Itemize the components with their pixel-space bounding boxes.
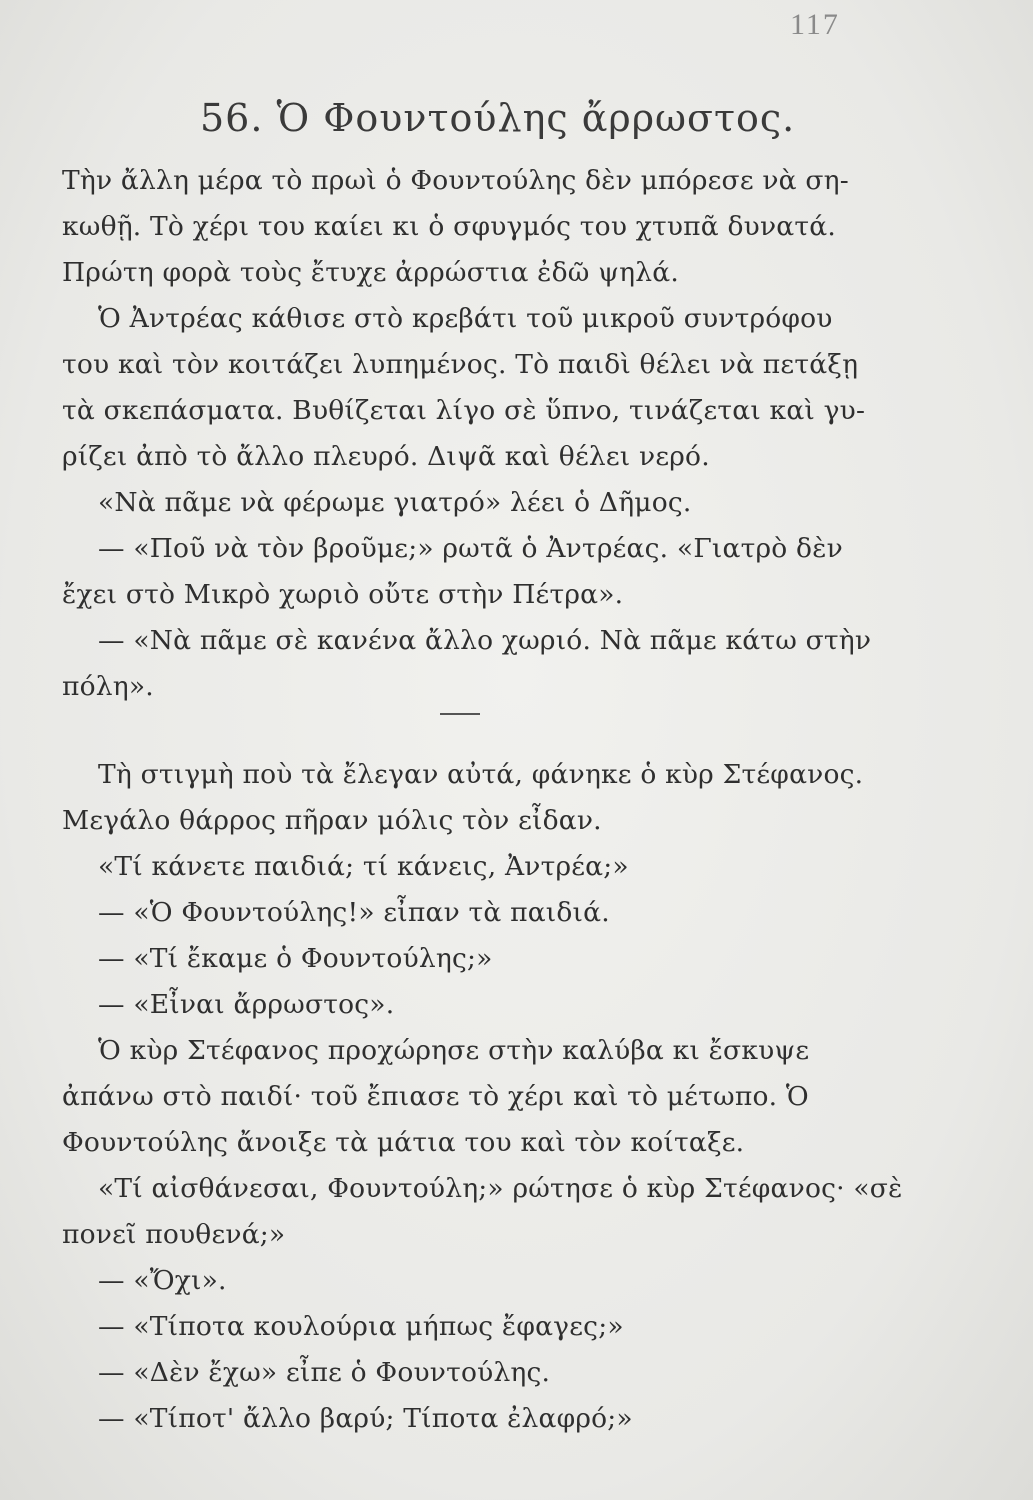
text-line: Μεγάλο θάρρος πῆραν μόλις τὸν εἶδαν. [62,805,602,836]
text-line: «Νὰ πᾶμε νὰ φέρωμε γιατρό» λέει ὁ Δῆμος. [98,487,692,518]
text-line: του καὶ τὸν κοιτάζει λυπημένος. Τὸ παιδὶ θέλει νὰ πετάξῃ [62,349,859,380]
text-line: «Τί αἰσθάνεσαι, Φουντούλη;» ρώτησε ὁ κὺρ Στέφανος· «σὲ [98,1173,903,1204]
page-number: 117 [790,8,840,41]
text-line: — «Τίποτα κουλούρια μήπως ἔφαγες;» [98,1311,624,1342]
text-line: Φουντούλης ἄνοιξε τὰ μάτια του καὶ τὸν κοίταξε. [62,1127,745,1158]
text-line: κωθῇ. Τὸ χέρι του καίει κι ὁ σφυγμός του χτυπᾶ δυνατά. [62,211,836,242]
section-separator [440,713,480,715]
text-line: — «Ποῦ νὰ τὸν βροῦμε;» ρωτᾶ ὁ Ἀντρέας. «Γιατρὸ δὲν [98,533,843,564]
text-line: πονεῖ πουθενά;» [62,1219,286,1250]
chapter-title: 56. Ὁ Φουντούλης ἄρρωστος. [200,96,796,140]
text-section-1 [62,158,882,710]
text-line: — «Τίποτ' ἄλλο βαρύ; Τίποτα ἐλαφρό;» [98,1403,633,1434]
text-line: ρίζει ἀπὸ τὸ ἄλλο πλευρό. Διψᾶ καὶ θέλει νερό. [62,441,710,472]
text-line: Πρώτη φορὰ τοὺς ἔτυχε ἀρρώστια ἐδῶ ψηλά. [62,257,679,288]
text-line: — «Δὲν ἔχω» εἶπε ὁ Φουντούλης. [98,1357,551,1388]
text-line: Ὁ Ἀντρέας κάθισε στὸ κρεβάτι τοῦ μικροῦ συντρόφου [98,303,833,334]
text-line: Τὴν ἄλλη μέρα τὸ πρωὶ ὁ Φουντούλης δὲν μπόρεσε νὰ ση- [62,165,849,196]
text-line: Ὁ κὺρ Στέφανος προχώρησε στὴν καλύβα κι ἔσκυψε [98,1035,810,1066]
text-line: πόλη». [62,671,154,702]
text-line: — «Τί ἔκαμε ὁ Φουντούλης;» [98,943,493,974]
text-section-2 [62,752,903,1442]
text-line: ἔχει στὸ Μικρὸ χωριὸ οὔτε στὴν Πέτρα». [62,579,624,610]
text-line: Τὴ στιγμὴ ποὺ τὰ ἔλεγαν αὐτά, φάνηκε ὁ κὺρ Στέφανος. [98,759,864,790]
text-line: — «Νὰ πᾶμε σὲ κανένα ἄλλο χωριό. Νὰ πᾶμε κάτω στὴν [98,625,872,656]
text-line: «Τί κάνετε παιδιά; τί κάνεις, Ἀντρέα;» [98,851,629,882]
text-line: — «Ὄχι». [98,1265,227,1296]
text-line: — «Ὁ Φουντούλης!» εἶπαν τὰ παιδιά. [98,897,610,928]
text-line: — «Εἶναι ἄρρωστος». [98,989,395,1020]
text-line: ἀπάνω στὸ παιδί· τοῦ ἔπιασε τὸ χέρι καὶ τὸ μέτωπο. Ὁ [62,1081,809,1112]
text-line: τὰ σκεπάσματα. Βυθίζεται λίγο σὲ ὕπνο, τινάζεται καὶ γυ- [62,395,866,426]
